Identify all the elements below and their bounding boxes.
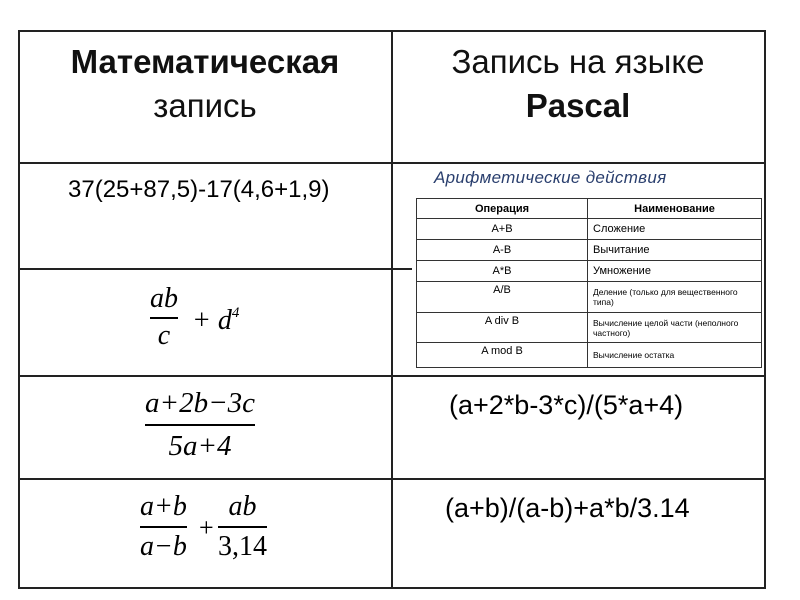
header-right-line2: Pascal [525, 87, 631, 124]
row4-f2-fraction-bar [218, 526, 267, 528]
operation-name-cell: Сложение [588, 219, 762, 240]
row4-plus: + [199, 513, 214, 542]
row2-tail-exponent: 4 [231, 305, 240, 321]
operations-header-op: Операция [417, 199, 588, 219]
row3-numerator: a+2b−3c [145, 387, 256, 419]
header-left [20, 40, 390, 128]
table-row [417, 343, 762, 368]
row3-pascal: (a+2*b-3*c)/(5*a+4) [449, 390, 684, 420]
row2-math-fraction [150, 285, 178, 350]
operations-title: Арифметические действия [434, 168, 667, 187]
row4-math-fraction-2 [218, 493, 267, 561]
row2-math-tail [192, 305, 239, 337]
operations-header-row [417, 199, 762, 219]
operation-name-cell: Вычисление целой части (неполного частного) [588, 313, 762, 343]
row3-denominator: 5a+4 [168, 430, 232, 462]
table-row [417, 240, 762, 261]
header-left-line1: Математическая [70, 43, 340, 80]
operations-header-name: Наименование [588, 199, 762, 219]
header-right [393, 40, 763, 128]
row-divider-1 [18, 268, 412, 270]
table-row [417, 313, 762, 343]
operation-name-cell: Вычитание [588, 240, 762, 261]
row2-tail-base: + d [192, 305, 232, 336]
row2-fraction-bar [150, 317, 178, 319]
row4-f1-fraction-bar [140, 526, 187, 528]
header-right-line1: Запись на языке [451, 43, 705, 80]
operation-cell: A+B [417, 219, 588, 240]
table-row [417, 282, 762, 313]
row3-fraction-bar [145, 424, 255, 426]
row3-math-fraction [145, 389, 255, 461]
operation-cell: A/B [417, 282, 588, 313]
row4-f1-numerator: a+b [140, 491, 187, 522]
table-row [417, 261, 762, 282]
table-border-right [764, 30, 766, 589]
row1-math: 37(25+87,5)-17(4,6+1,9) [68, 176, 330, 203]
operation-name-cell: Умножение [588, 261, 762, 282]
row4-pascal: (a+b)/(a-b)+a*b/3.14 [445, 493, 690, 523]
row4-f2-denominator: 3,14 [218, 531, 267, 562]
table-row [417, 219, 762, 240]
operations-table [416, 198, 762, 368]
operation-cell: A*B [417, 261, 588, 282]
row4-f2-numerator: ab [228, 491, 257, 522]
operation-cell: A-B [417, 240, 588, 261]
header-left-line2: запись [153, 87, 257, 124]
row4-f1-denominator: a−b [140, 531, 187, 562]
row-divider-header [18, 162, 766, 164]
operation-name-cell: Вычисление остатка [588, 343, 762, 368]
operation-cell: A div B [417, 313, 588, 343]
row2-numerator: ab [150, 283, 178, 314]
operation-cell: A mod B [417, 343, 588, 368]
row-divider-3 [18, 478, 766, 480]
row4-math-fraction-1 [140, 493, 187, 561]
operation-name-cell: Деление (только для вещественного типа) [588, 282, 762, 313]
row2-denominator: c [157, 320, 171, 351]
row-divider-2 [18, 375, 766, 377]
